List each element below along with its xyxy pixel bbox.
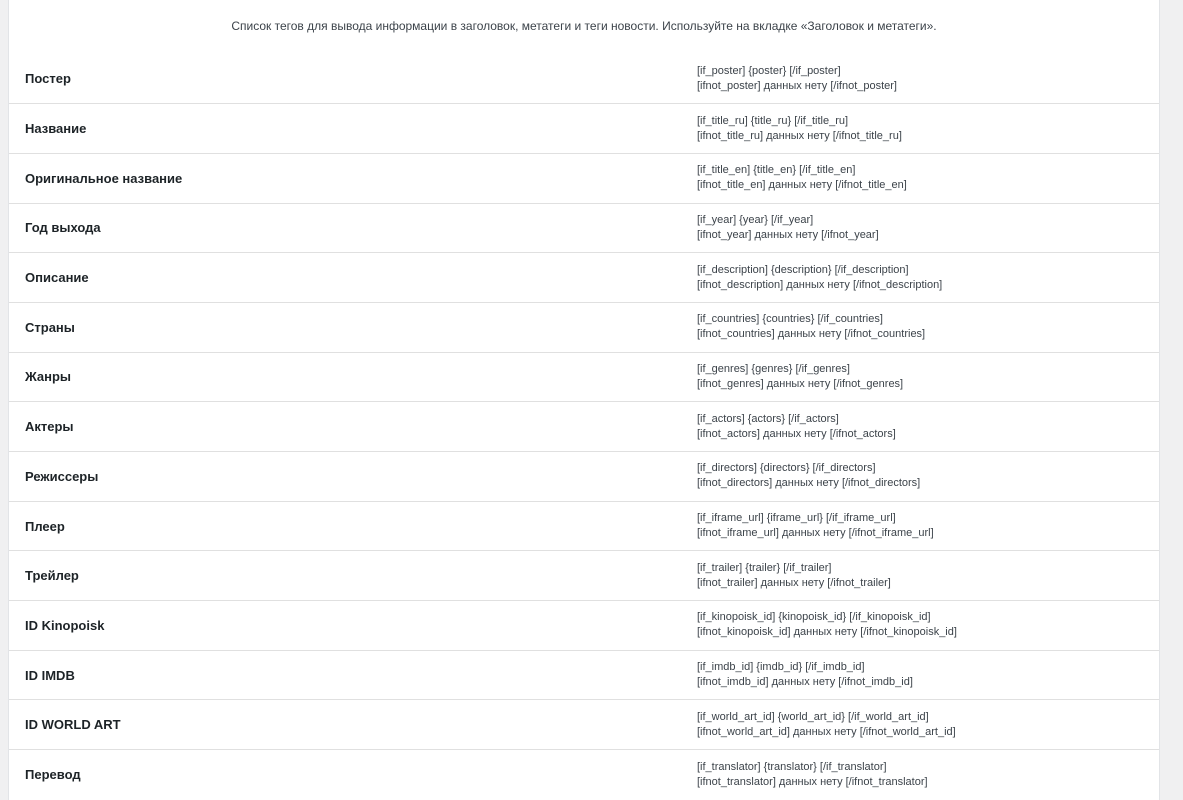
ifnot-tag-line[interactable]: [ifnot_poster] данных нету [/ifnot_poster] xyxy=(697,79,897,92)
field-tags xyxy=(697,402,1159,452)
ifnot-tag-line[interactable]: [ifnot_countries] данных нету [/ifnot_countries] xyxy=(697,328,926,341)
field-label: Название xyxy=(9,104,697,154)
field-tags xyxy=(697,203,1159,253)
field-tags xyxy=(697,153,1159,203)
field-tags xyxy=(697,750,1159,800)
ifnot-tag-line[interactable]: [ifnot_trailer] данных нету [/ifnot_trailer] xyxy=(697,576,891,589)
if-tag-line[interactable]: [if_trailer] {trailer} [/if_trailer] xyxy=(697,561,832,574)
ifnot-tag-line[interactable]: [ifnot_genres] данных нету [/ifnot_genres] xyxy=(697,377,904,390)
field-label: ID WORLD ART xyxy=(9,700,697,750)
if-tag-line[interactable]: [if_directors] {directors} [/if_directors] xyxy=(697,462,876,475)
ifnot-tag-line[interactable]: [ifnot_imdb_id] данных нету [/ifnot_imdb_id] xyxy=(697,676,913,689)
field-tags xyxy=(697,551,1159,601)
field-label: Жанры xyxy=(9,352,697,402)
field-label: ID IMDB xyxy=(9,650,697,700)
table-row xyxy=(9,54,1159,104)
field-tags xyxy=(697,104,1159,154)
field-tags xyxy=(697,452,1159,502)
field-label: Оригинальное название xyxy=(9,153,697,203)
table-row xyxy=(9,650,1159,700)
field-label: Режиссеры xyxy=(9,452,697,502)
field-label: Описание xyxy=(9,253,697,303)
field-tags xyxy=(697,54,1159,104)
ifnot-tag-line[interactable]: [ifnot_iframe_url] данных нету [/ifnot_iframe_url] xyxy=(697,527,934,540)
field-tags xyxy=(697,302,1159,352)
field-label: Актеры xyxy=(9,402,697,452)
field-label: Плеер xyxy=(9,501,697,551)
field-label: Перевод xyxy=(9,750,697,800)
if-tag-line[interactable]: [if_kinopoisk_id] {kinopoisk_id} [/if_kinopoisk_id] xyxy=(697,611,931,624)
table-row xyxy=(9,402,1159,452)
ifnot-tag-line[interactable]: [ifnot_description] данных нету [/ifnot_description] xyxy=(697,278,943,291)
if-tag-line[interactable]: [if_title_ru] {title_ru} [/if_title_ru] xyxy=(697,114,849,127)
tags-panel xyxy=(8,0,1160,800)
table-row xyxy=(9,750,1159,800)
ifnot-tag-line[interactable]: [ifnot_translator] данных нету [/ifnot_translator] xyxy=(697,775,928,788)
table-row xyxy=(9,501,1159,551)
field-tags xyxy=(697,501,1159,551)
ifnot-tag-line[interactable]: [ifnot_world_art_id] данных нету [/ifnot_world_art_id] xyxy=(697,725,956,738)
if-tag-line[interactable]: [if_imdb_id] {imdb_id} [/if_imdb_id] xyxy=(697,661,865,674)
ifnot-tag-line[interactable]: [ifnot_kinopoisk_id] данных нету [/ifnot_kinopoisk_id] xyxy=(697,626,957,639)
if-tag-line[interactable]: [if_description] {description} [/if_description] xyxy=(697,263,909,276)
table-row xyxy=(9,452,1159,502)
field-tags xyxy=(697,253,1159,303)
field-label: Трейлер xyxy=(9,551,697,601)
ifnot-tag-line[interactable]: [ifnot_directors] данных нету [/ifnot_directors] xyxy=(697,477,921,490)
if-tag-line[interactable]: [if_actors] {actors} [/if_actors] xyxy=(697,412,839,425)
field-tags xyxy=(697,601,1159,651)
field-label: ID Kinopoisk xyxy=(9,601,697,651)
table-row xyxy=(9,700,1159,750)
if-tag-line[interactable]: [if_title_en] {title_en} [/if_title_en] xyxy=(697,164,856,177)
if-tag-line[interactable]: [if_poster] {poster} [/if_poster] xyxy=(697,64,841,77)
field-label: Постер xyxy=(25,71,71,87)
table-row xyxy=(9,302,1159,352)
table-row xyxy=(9,601,1159,651)
field-tags xyxy=(697,352,1159,402)
intro-text: Список тегов для вывода информации в заголовок, метатеги и теги новости. Используйте на вкладке «Заголовок и метатеги». xyxy=(231,19,937,33)
ifnot-tag-line[interactable]: [ifnot_title_ru] данных нету [/ifnot_title_ru] xyxy=(697,129,902,142)
tags-table-body xyxy=(9,54,1159,799)
table-row xyxy=(9,551,1159,601)
if-tag-line[interactable]: [if_genres] {genres} [/if_genres] xyxy=(697,362,850,375)
table-row xyxy=(9,153,1159,203)
ifnot-tag-line[interactable]: [ifnot_year] данных нету [/ifnot_year] xyxy=(697,228,879,241)
table-row xyxy=(9,203,1159,253)
field-label: Год выхода xyxy=(9,203,697,253)
field-label: Страны xyxy=(9,302,697,352)
table-row xyxy=(9,253,1159,303)
if-tag-line[interactable]: [if_world_art_id] {world_art_id} [/if_world_art_id] xyxy=(697,710,929,723)
field-tags xyxy=(697,650,1159,700)
ifnot-tag-line[interactable]: [ifnot_actors] данных нету [/ifnot_actors] xyxy=(697,427,896,440)
if-tag-line[interactable]: [if_year] {year} [/if_year] xyxy=(697,213,814,226)
field-tags xyxy=(697,700,1159,750)
ifnot-tag-line[interactable]: [ifnot_title_en] данных нету [/ifnot_title_en] xyxy=(697,179,907,192)
table-row xyxy=(9,104,1159,154)
if-tag-line[interactable]: [if_countries] {countries} [/if_countries] xyxy=(697,313,883,326)
if-tag-line[interactable]: [if_translator] {translator} [/if_translator] xyxy=(697,760,887,773)
if-tag-line[interactable]: [if_iframe_url] {iframe_url} [/if_iframe_url] xyxy=(697,512,896,525)
table-row xyxy=(9,352,1159,402)
tags-table xyxy=(9,54,1159,799)
